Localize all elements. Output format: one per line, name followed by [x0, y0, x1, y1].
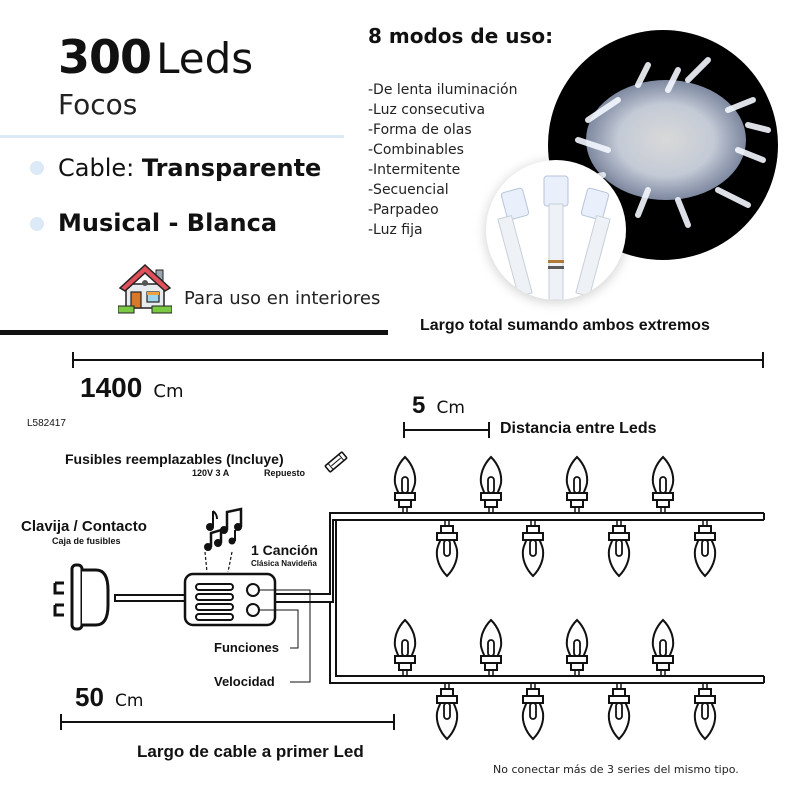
- plug-subtitle: Caja de fusibles: [52, 536, 121, 546]
- mode-item: -De lenta iluminación: [368, 82, 518, 98]
- music-notes-icon: [204, 509, 242, 572]
- mode-item: -Secuencial: [368, 182, 449, 198]
- led-count-unit: Leds: [156, 34, 254, 83]
- mode-item: -Luz fija: [368, 222, 423, 238]
- dimension-tick: [403, 422, 405, 438]
- mode-item: -Luz consecutiva: [368, 102, 486, 118]
- functions-label: Funciones: [214, 640, 280, 655]
- mode-item: -Intermitente: [368, 162, 461, 178]
- fuse-icon: [322, 448, 350, 480]
- fuses-rating: 120V 3 A: [192, 468, 230, 478]
- fuses-spare: Repuesto: [264, 468, 306, 478]
- house-icon: [118, 262, 172, 314]
- total-length-caption: Largo total sumando ambos extremos: [420, 317, 710, 334]
- bullet-dot: [30, 217, 44, 231]
- bullet-dot: [30, 161, 44, 175]
- mode-item: -Parpadeo: [368, 202, 439, 218]
- spacing-value: 5 Cm: [412, 392, 465, 419]
- lead-length-value: 50 Cm: [75, 682, 144, 712]
- led-count: 300: [58, 30, 152, 84]
- mode-item: -Forma de olas: [368, 122, 472, 138]
- header-divider: [0, 135, 344, 138]
- spacing-dimension-line: [403, 429, 490, 431]
- dimension-tick: [72, 352, 74, 368]
- modes-title: 8 modos de uso:: [368, 24, 554, 48]
- fuses-title: Fusibles reemplazables (Incluye): [65, 451, 284, 467]
- section-divider: [0, 330, 388, 335]
- plug-title: Clavija / Contacto: [21, 518, 147, 535]
- lead-length-caption: Largo de cable a primer Led: [137, 742, 364, 761]
- product-title: [58, 30, 253, 84]
- dimension-tick: [762, 352, 764, 368]
- dimension-tick: [60, 714, 62, 730]
- spacing-caption: Distancia entre Leds: [500, 420, 657, 437]
- feature-type: Musical - Blanca: [58, 209, 278, 237]
- total-length-dimension-line: [72, 359, 764, 361]
- dimension-tick: [488, 422, 490, 438]
- controller-box: [185, 574, 310, 682]
- sku: L582417: [27, 418, 66, 429]
- warning-note: No conectar más de 3 series del mismo tipo.: [493, 763, 739, 776]
- mode-item: -Combinables: [368, 142, 464, 158]
- product-type: Focos: [58, 88, 138, 121]
- plug-icon: [55, 565, 108, 629]
- lead-length-dimension-line: [60, 721, 395, 723]
- dimension-tick: [393, 714, 395, 730]
- song-title: 1 Canción: [251, 542, 318, 558]
- total-length-value: 1400 Cm: [80, 372, 184, 403]
- song-subtitle: Clásica Navideña: [251, 559, 317, 568]
- feature-cable: Cable: Transparente: [58, 154, 322, 182]
- speed-label: Velocidad: [214, 674, 275, 689]
- indoor-label: Para uso en interiores: [184, 288, 381, 309]
- led-closeup-photo: [486, 160, 626, 300]
